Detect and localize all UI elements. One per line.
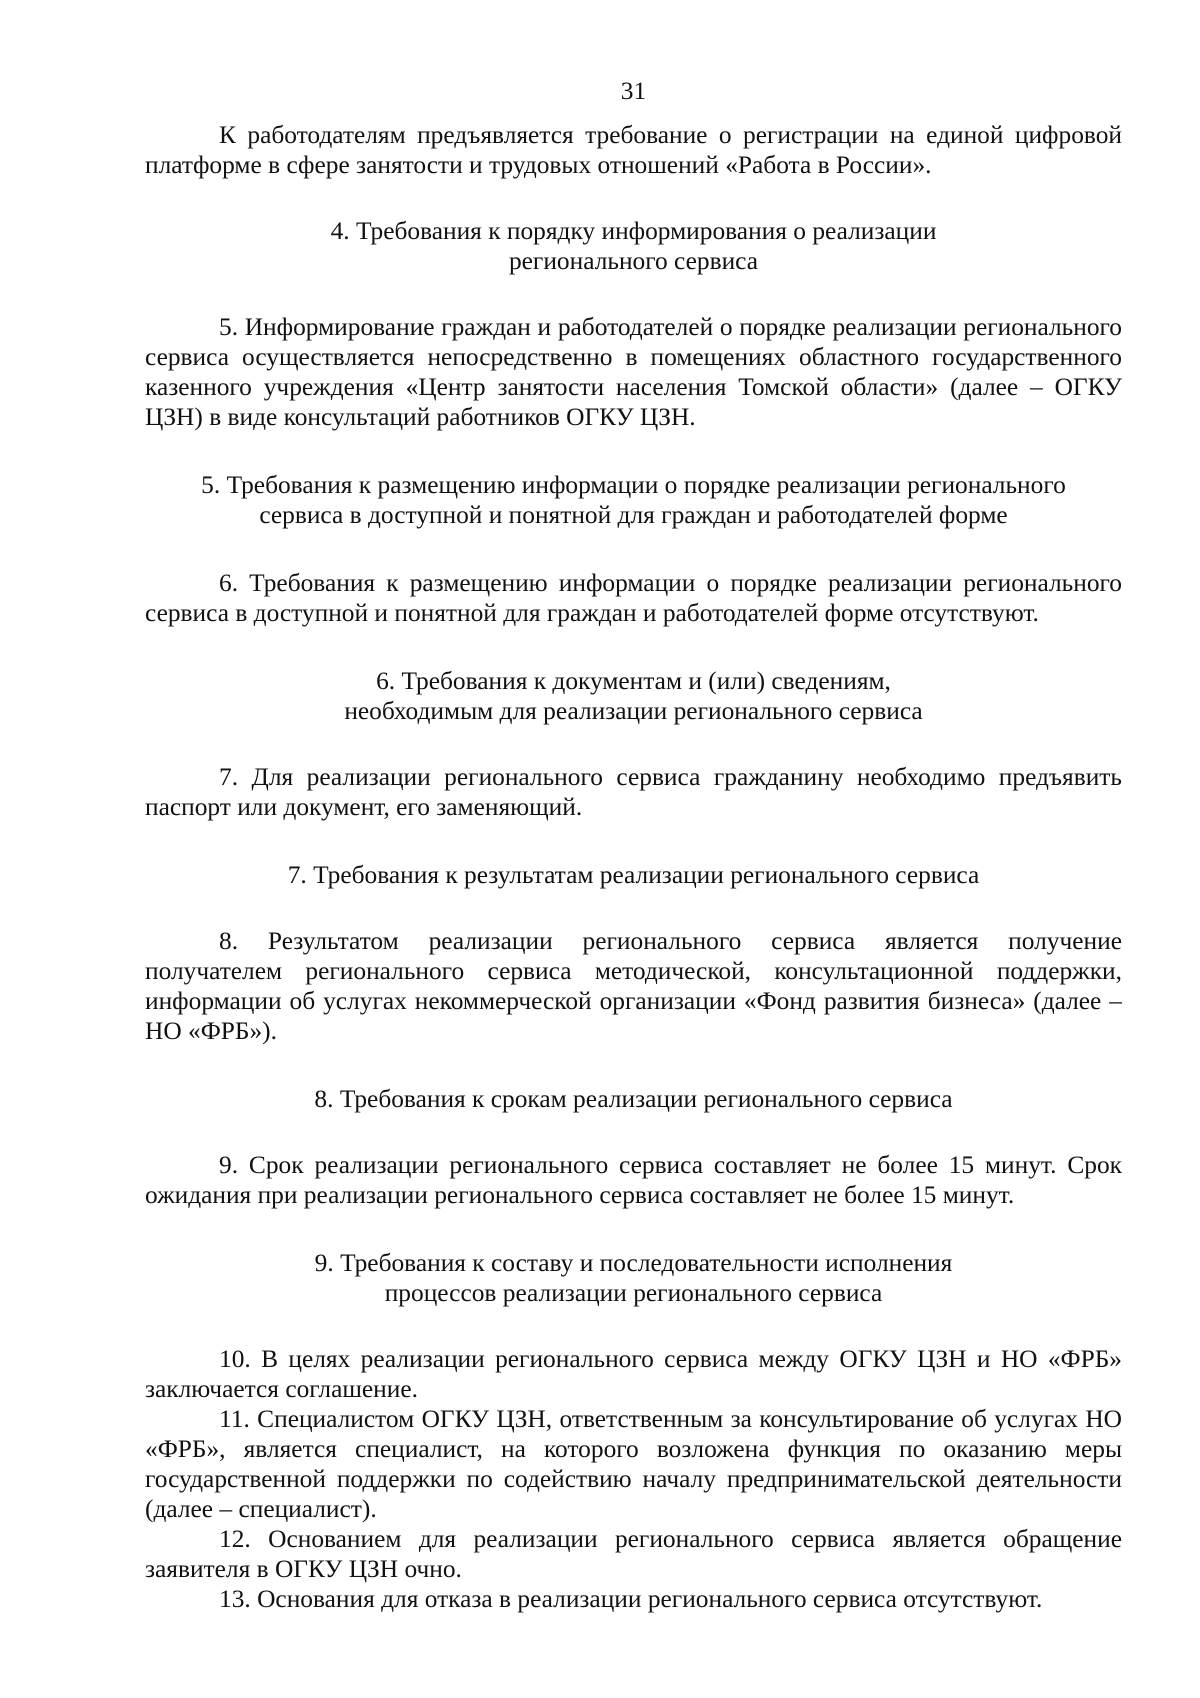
paragraph-6: 6. Требования к размещению информации о порядке реализации регионального сервиса в доступной и понятной для граждан и работодателей форме отсутствуют. [145,569,1122,627]
heading-line: регионального сервиса [508,247,759,275]
heading-line: 5. Требования к размещению информации о порядке реализации регионального [201,471,1066,499]
heading-line: 6. Требования к документам и (или) сведениям, [376,667,891,695]
heading-line: 8. Требования к срокам реализации регионального сервиса [314,1085,953,1113]
section-heading-6 [145,666,1122,726]
section-heading-4 [145,216,1122,276]
page-number: 31 [620,77,647,105]
section-heading-7 [145,860,1122,890]
section-heading-9 [145,1248,1122,1308]
heading-line: 7. Требования к результатам реализации регионального сервиса [287,861,980,889]
section-heading-8 [145,1084,1122,1114]
heading-line: 9. Требования к составу и последовательности исполнения [314,1249,953,1277]
heading-line: 4. Требования к порядку информирования о реализации [330,217,937,245]
paragraph-9: 9. Срок реализации регионального сервиса составляет не более 15 минут. Срок ожидания при реализации регионального сервиса составляет не более 15 минут. [145,1151,1122,1209]
paragraph-11: 11. Специалистом ОГКУ ЦЗН, ответственным за консультирование об услугах НО «ФРБ», является специалист, на которого возложена функция по оказанию меры государственной поддержки по содействию началу предпринимательской деятельности (далее – специалист). [145,1405,1122,1523]
paragraph-employer-registration: К работодателям предъявляется требование о регистрации на единой цифровой платформе в сфере занятости и трудовых отношений «Работа в России». [145,121,1122,179]
paragraph-13: 13. Основания для отказа в реализации регионального сервиса отсутствуют. [219,1585,1043,1613]
section-heading-5 [145,470,1122,530]
document-page [145,76,1122,1614]
heading-line: процессов реализации регионального сервиса [384,1279,883,1307]
paragraph-5: 5. Информирование граждан и работодателей о порядке реализации регионального сервиса осуществляется непосредственно в помещениях областного государственного казенного учреждения «Центр занятости населения Томской области» (далее – ОГКУ ЦЗН) в виде консультаций работников ОГКУ ЦЗН. [145,313,1122,431]
paragraph-12: 12. Основанием для реализации регионального сервиса является обращение заявителя в ОГКУ ЦЗН очно. [145,1525,1122,1583]
paragraph-10: 10. В целях реализации регионального сервиса между ОГКУ ЦЗН и НО «ФРБ» заключается соглашение. [145,1345,1122,1403]
heading-line: необходимым для реализации регионального сервиса [344,697,923,725]
paragraph-8: 8. Результатом реализации регионального сервиса является получение получателем регионального сервиса методической, консультационной поддержки, информации об услугах некоммерческой организации «Фонд развития бизнеса» (далее – НО «ФРБ»). [145,927,1122,1045]
heading-line: сервиса в доступной и понятной для граждан и работодателей форме [259,501,1008,529]
paragraph-7: 7. Для реализации регионального сервиса гражданину необходимо предъявить паспорт или документ, его заменяющий. [145,763,1122,821]
